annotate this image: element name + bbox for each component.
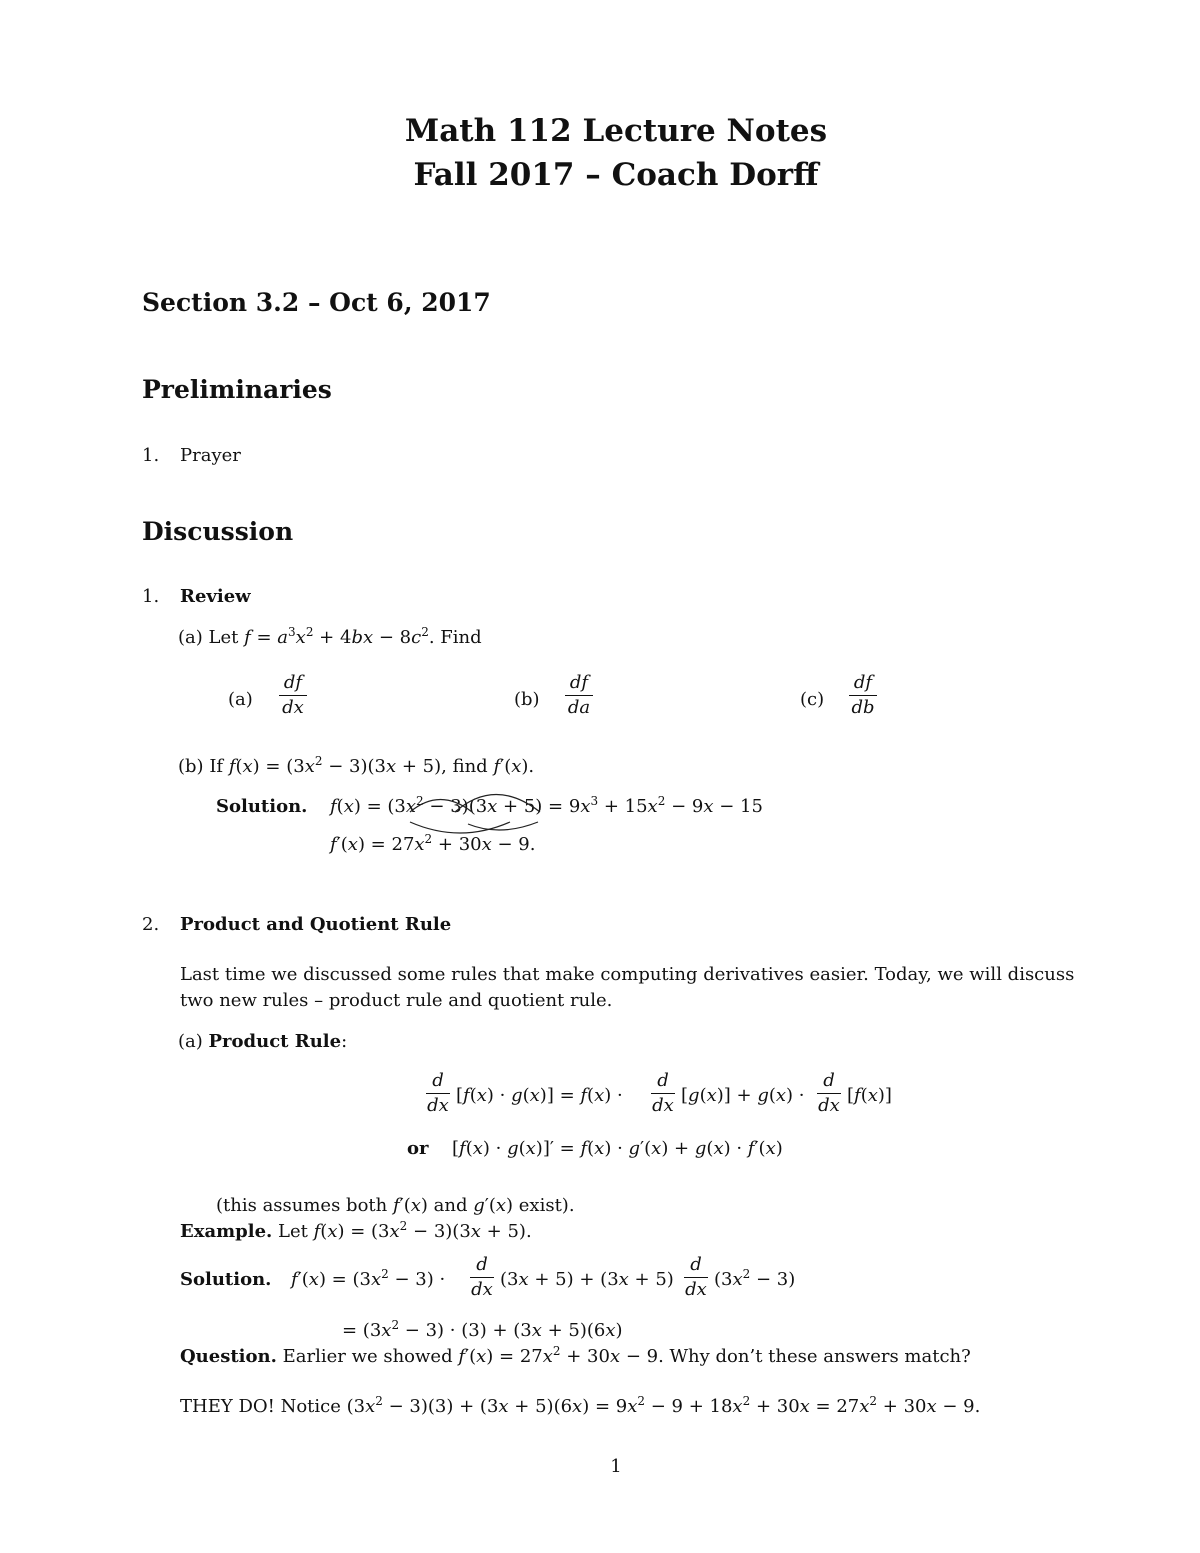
ddx-fraction: d dx — [471, 1254, 493, 1300]
review-part-a: (a) Let $f = a^3x^2 + 4bx - 8c^2$. Find — [178, 625, 482, 648]
solution-label-2: Solution. — [180, 1269, 272, 1290]
question-label: Question. — [180, 1346, 277, 1367]
solution-2-part3: $(3x^2 - 3)$ — [714, 1267, 796, 1290]
note-post: exist). — [513, 1195, 575, 1216]
page-title-line1: Math 112 Lecture Notes — [404, 113, 828, 149]
discussion-heading: Discussion — [142, 517, 294, 546]
note-mid: and — [427, 1195, 474, 1216]
solution-line-2: $f'(x) = 27x^2 + 30x - 9$. — [330, 832, 536, 855]
review-number: 1. — [142, 586, 160, 607]
ddx-fraction: d dx — [427, 1070, 449, 1116]
product-rule-eq-part2: [g(x)] + g(x) · — [681, 1085, 805, 1106]
part-b-text-mid: , find — [441, 756, 494, 777]
product-rule-label: Product Rule — [208, 1031, 342, 1052]
preliminaries-heading: Preliminaries — [142, 375, 332, 404]
review-part-b: (b) If $f(x) = (3x^2 - 3)(3x + 5)$, find f′(x). — [178, 754, 535, 777]
product-rule-prime-form: [f(x) · g(x)]′ = f(x) · g′(x) + g(x) · f′(x) — [452, 1138, 783, 1159]
part-a-text-post: . Find — [428, 627, 482, 648]
intro-line-2: two new rules – product rule and quotient rule. — [180, 990, 613, 1011]
solution-label-1: Solution. — [216, 796, 308, 817]
intro-line-1: Last time we discussed some rules that make computing derivatives easier. Today, we will discuss — [180, 964, 1075, 985]
solution-2-line2: = $(3x^2 - 3) \cdot (3) + (3x + 5)(6x)$ — [342, 1318, 623, 1341]
example-line: Example. Let $f(x) = (3x^2 - 3)(3x + 5)$. — [180, 1219, 532, 1242]
review-label: Review — [180, 586, 251, 607]
section-heading: Section 3.2 – Oct 6, 2017 — [142, 288, 491, 317]
ddx-fraction: d dx — [818, 1070, 840, 1116]
list-item-prayer: Prayer — [180, 445, 241, 466]
solution-2-part1: $f'(x) = (3x^2 - 3)$ · — [291, 1267, 446, 1290]
fraction-df-dx: df dx — [279, 672, 307, 719]
pq-label: Product and Quotient Rule — [180, 914, 452, 935]
part-a-marker: (a) — [178, 627, 203, 648]
page-title-line2: Fall 2017 – Coach Dorff — [413, 157, 819, 193]
fraction-df-da: df da — [565, 672, 593, 719]
part-b-marker: (b) — [178, 756, 204, 777]
pq-number: 2. — [142, 914, 160, 935]
page-number: 1 — [610, 1456, 622, 1477]
product-rule-heading: (a) Product Rule: — [178, 1031, 348, 1052]
product-rule-marker: (a) — [178, 1031, 203, 1052]
product-rule-eq-part1: [f(x) · g(x)] = f(x) · — [456, 1085, 623, 1106]
subpart-a-marker: (a) — [228, 689, 253, 710]
fraction-df-db: df db — [849, 672, 877, 719]
solution-line-1: $f(x) = (3x^2 - 3)(3x + 5) = 9x^3 + 15x^2 - 9x - 15$ — [330, 794, 763, 817]
solution-2-part2: (3x + 5) + (3x + 5) — [500, 1269, 674, 1290]
foil-arcs-annotation — [400, 782, 550, 834]
question-line: Question. Earlier we showed $f'(x) = 27x^2 + 30x - 9$. Why don’t these answers match? — [180, 1344, 971, 1367]
question-text: Earlier we showed — [276, 1346, 459, 1367]
or-label: or — [407, 1138, 429, 1159]
ddx-fraction: d dx — [652, 1070, 674, 1116]
assumption-note: (this assumes both f′(x) and g′(x) exist). — [216, 1195, 575, 1216]
ddx-fraction: d dx — [685, 1254, 707, 1300]
question-post: . Why don’t these answers match? — [658, 1346, 971, 1367]
answer-pre: THEY DO! Notice — [180, 1396, 347, 1417]
part-a-text-pre: Let — [208, 627, 245, 648]
part-b-text-pre: If — [209, 756, 229, 777]
list-item-number: 1. — [142, 445, 160, 466]
example-label: Example. — [180, 1221, 273, 1242]
answer-line: THEY DO! Notice $(3x^2 - 3)(3) + (3x + 5)(6x) = 9x^2 - 9 + 18x^2 + 30x = 27x^2 + 30x - 9$. — [180, 1394, 981, 1417]
product-rule-eq-part3: [f(x)] — [847, 1085, 892, 1106]
subpart-c-marker: (c) — [800, 689, 825, 710]
subpart-b-marker: (b) — [514, 689, 540, 710]
note-pre: (this assumes both — [216, 1195, 393, 1216]
example-text: Let — [272, 1221, 314, 1242]
